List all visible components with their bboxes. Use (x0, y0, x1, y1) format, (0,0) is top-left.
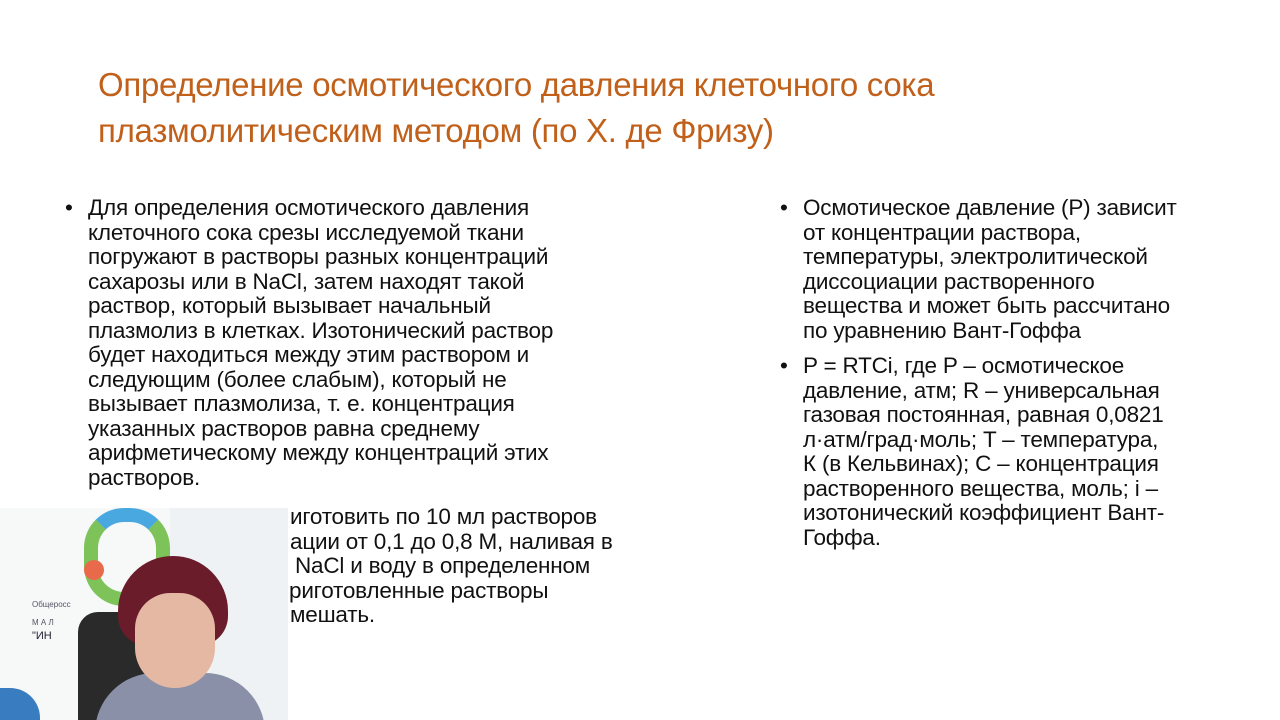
bullet-item (65, 196, 553, 490)
title-line-1: Определение осмотического давления клеточного сока (98, 66, 935, 103)
text-fragment: ации от 0,1 до 0,8 М, наливая в (290, 528, 613, 554)
left-column (65, 196, 553, 501)
text-fragment: NaCl и воду в определенном (295, 553, 591, 578)
text-fragment: иготовить по 10 мл растворов (290, 504, 597, 529)
text-line: погружают в растворы разных концентраций (88, 244, 549, 269)
text-line: указанных растворов равна среднему (88, 415, 480, 441)
bullet-item (780, 196, 1177, 343)
banner-text: Общеросс (32, 600, 71, 609)
text-line: температуры, электролитической (803, 244, 1148, 269)
bullet-text (803, 196, 1177, 343)
right-column (780, 196, 1177, 561)
banner-text: М А Л (32, 618, 54, 627)
text-line: Осмотическое давление (P) зависит (803, 195, 1177, 220)
text-line: вызывает плазмолиза, т. е. концентрация (88, 391, 515, 416)
bullet-item (780, 354, 1177, 550)
banner-text: "ИН (32, 630, 52, 642)
text-line: Для определения осмотического давления (88, 195, 529, 220)
text-fragment: риготовленные растворы (289, 577, 549, 603)
bullet-icon: • (65, 195, 73, 220)
text-line: от концентрации раствора, (803, 219, 1081, 245)
text-line: следующим (более слабым), который не (88, 366, 507, 392)
text-line: К (в Кельвинах); С – концентрация (803, 451, 1159, 476)
text-line: растворенного вещества, моль; i – (803, 475, 1158, 501)
text-line: сахарозы или в NaCl, затем находят такой (88, 268, 525, 294)
text-fragment: мешать. (290, 602, 375, 627)
text-line: изотонический коэффициент Вант- (803, 500, 1165, 525)
slide-title (98, 62, 934, 154)
text-line: диссоциации растворенного (803, 268, 1095, 294)
bullet-icon: • (780, 195, 788, 220)
title-line-2: плазмолитическим методом (по Х. де Фризу) (98, 112, 774, 149)
text-line: растворов. (88, 464, 201, 490)
text-line: раствор, который вызывает начальный (88, 293, 491, 318)
presenter-face (135, 593, 215, 688)
bullet-text (803, 354, 1177, 550)
text-line: P = RTCi, где P – осмотическое (803, 353, 1125, 378)
webcam-overlay (0, 508, 288, 720)
text-line: арифметическому между концентраций этих (88, 440, 549, 465)
text-line: давление, атм; R – универсальная (803, 377, 1160, 403)
text-line: будет находиться между этим раствором и (88, 342, 530, 367)
text-line: л·атм/град·моль; T – температура, (803, 426, 1159, 452)
bullet-text (88, 196, 553, 490)
text-line: газовая постоянная, равная 0,0821 (803, 402, 1164, 427)
text-line: плазмолиз в клетках. Изотонический раствор (88, 317, 554, 343)
text-line: вещества и может быть рассчитано (803, 293, 1170, 318)
text-line: по уравнению Вант-Гоффа (803, 317, 1081, 343)
text-line: Гоффа. (803, 524, 881, 550)
logo-dot (84, 560, 104, 580)
bullet-icon: • (780, 353, 788, 378)
text-line: клеточного сока срезы исследуемой ткани (88, 219, 524, 245)
